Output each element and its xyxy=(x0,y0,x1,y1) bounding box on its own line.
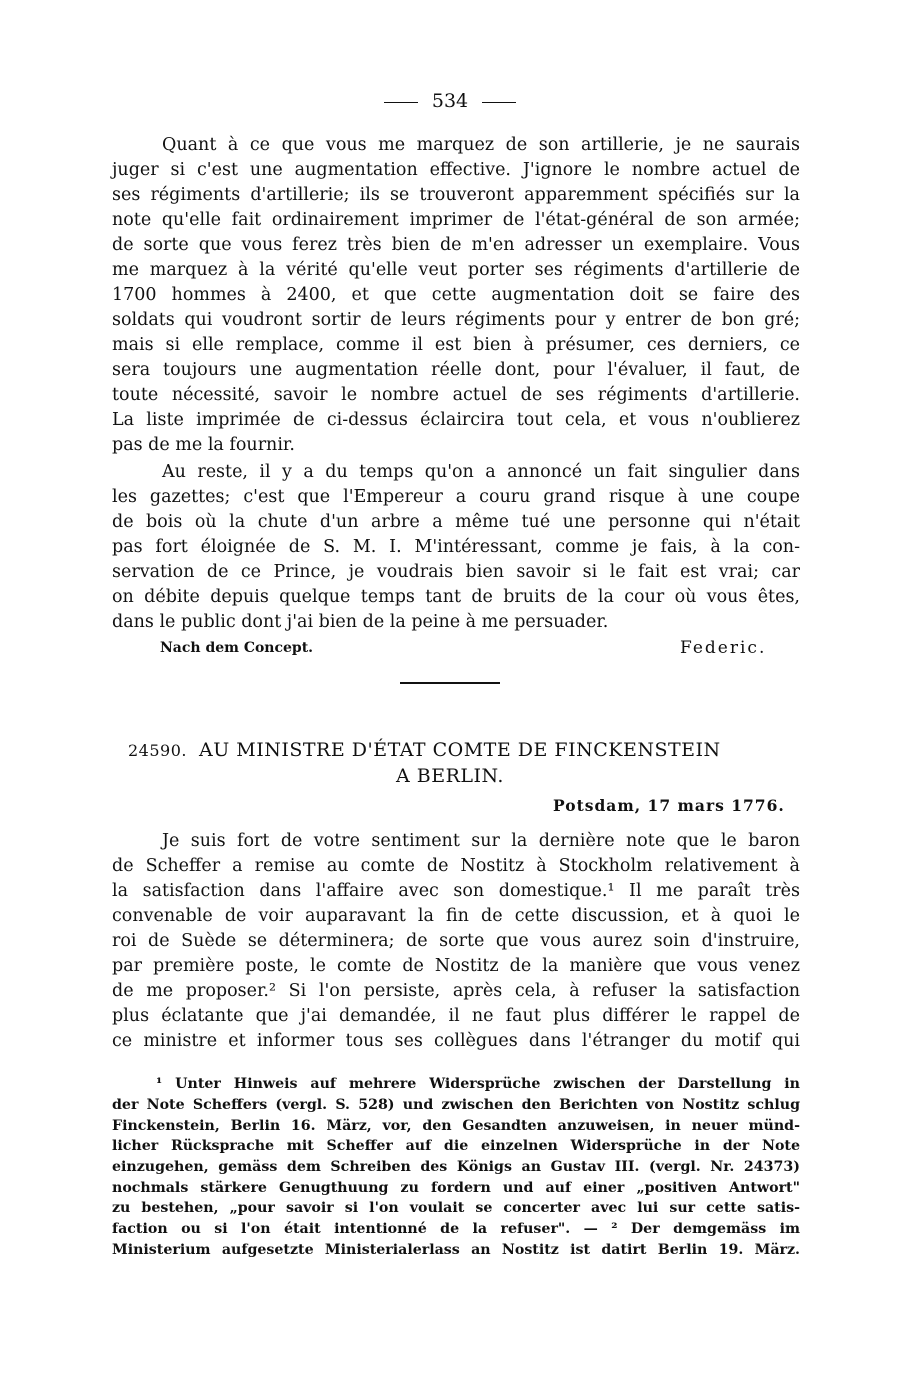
text-line: pas fort éloignée de S. M. I. M'intéressant, comme je fais, à la con- xyxy=(112,537,800,557)
letter-number: 24590. xyxy=(128,741,187,760)
footnote-line: zu bestehen, „pour savoir si l'on voulait se concerter avec lui sur cette satis- xyxy=(112,1200,800,1216)
text-line: dans le public dont j'ai bien de la peine à me persuader. xyxy=(112,612,609,632)
text-line: juger si c'est une augmentation effective. J'ignore le nombre actuel de xyxy=(112,160,800,180)
text-line: de me proposer.² Si l'on persiste, après cela, à refuser la satisfaction xyxy=(112,981,800,1001)
footnote-line: Ministerium aufgesetzte Ministerialerlass an Nostitz ist datirt Berlin 19. März. xyxy=(112,1242,800,1258)
text-line: sera toujours une augmentation réelle dont, pour l'évaluer, il faut, de xyxy=(112,360,800,380)
text-line: La liste imprimée de ci-dessus éclaircira tout cela, et vous n'oublierez xyxy=(112,410,800,430)
text-line: roi de Suède se déterminera; de sorte que vous aurez soin d'instruire, xyxy=(112,931,800,951)
text-line: on débite depuis quelque temps tant de bruits de la cour où vous êtes, xyxy=(112,587,800,607)
text-line: plus éclatante que j'ai demandée, il ne faut plus différer le rappel de xyxy=(112,1006,800,1026)
text-line: convenable de voir auparavant la fin de cette discussion, et à quoi le xyxy=(112,906,800,926)
page-number-text: 534 xyxy=(431,90,469,112)
footnote-line: ¹ Unter Hinweis auf mehrere Widersprüche zwischen der Darstellung in xyxy=(156,1076,800,1092)
text-line: de sorte que vous ferez très bien de m'en adresser un exemplaire. Vous xyxy=(112,235,800,255)
page-number xyxy=(0,90,900,112)
letter-heading xyxy=(128,739,721,761)
footnote-line: nochmals stärkere Genugthuung zu fordern und auf einer „positiven Antwort" xyxy=(112,1180,800,1196)
letter-heading-line2: A BERLIN. xyxy=(396,765,504,787)
text-line: la satisfaction dans l'affaire avec son domestique.¹ Il me paraît très xyxy=(112,881,800,901)
text-line: 1700 hommes à 2400, et que cette augmentation doit se faire des xyxy=(112,285,800,305)
text-line: toute nécessité, savoir le nombre actuel de ses régiments d'artillerie. xyxy=(112,385,800,405)
letter-heading-line1: AU MINISTRE D'ÉTAT COMTE DE FINCKENSTEIN xyxy=(198,739,721,761)
footnote-line: der Note Scheffers (vergl. S. 528) und zwischen den Berichten von Nostitz schlug xyxy=(112,1097,800,1113)
text-line: Quant à ce que vous me marquez de son artillerie, je ne saurais xyxy=(162,135,800,155)
text-line: les gazettes; c'est que l'Empereur a couru grand risque à une coupe xyxy=(112,487,800,507)
text-line: servation de ce Prince, je voudrais bien savoir si le fait est vrai; car xyxy=(112,562,800,582)
footnote-line: licher Rücksprache mit Scheffer auf die einzelnen Widersprüche in der Note xyxy=(112,1138,800,1154)
text-line: de bois où la chute d'un arbre a même tué une personne qui n'était xyxy=(112,512,800,532)
page-number-dash-left xyxy=(384,102,418,103)
text-line: me marquez à la vérité qu'elle veut porter ses régiments d'artillerie de xyxy=(112,260,800,280)
page-number-dash-right xyxy=(482,102,516,103)
text-line: ce ministre et informer tous ses collègues dans l'étranger du motif qui xyxy=(112,1031,800,1051)
source-note: Nach dem Concept. xyxy=(160,640,314,656)
section-divider xyxy=(400,682,500,684)
text-line: mais si elle remplace, comme il est bien à présumer, ces derniers, ce xyxy=(112,335,800,355)
text-line: de Scheffer a remise au comte de Nostitz à Stockholm relativement à xyxy=(112,856,800,876)
text-line: Je suis fort de votre sentiment sur la dernière note que le baron xyxy=(162,831,800,851)
text-line: soldats qui voudront sortir de leurs régiments pour y entrer de bon gré; xyxy=(112,310,800,330)
signature: Federic. xyxy=(680,638,767,658)
dateline: Potsdam, 17 mars 1776. xyxy=(553,796,785,815)
text-line: ses régiments d'artillerie; ils se trouveront apparemment spécifiés sur la xyxy=(112,185,800,205)
footnote-line: einzugehen, gemäss dem Schreiben des Königs an Gustav III. (vergl. Nr. 24373) xyxy=(112,1159,800,1175)
text-line: note qu'elle fait ordinairement imprimer de l'état-général de son armée; xyxy=(112,210,800,230)
text-line: par première poste, le comte de Nostitz de la manière que vous venez xyxy=(112,956,800,976)
footnote-line: Finckenstein, Berlin 16. März, vor, den Gesandten anzuweisen, in neuer münd- xyxy=(112,1118,800,1134)
text-line: Au reste, il y a du temps qu'on a annoncé un fait singulier dans xyxy=(162,462,800,482)
text-line: pas de me la fournir. xyxy=(112,435,295,455)
footnote-line: faction ou si l'on était intentionné de la refuser". — ² Der demgemäss im xyxy=(112,1221,800,1237)
